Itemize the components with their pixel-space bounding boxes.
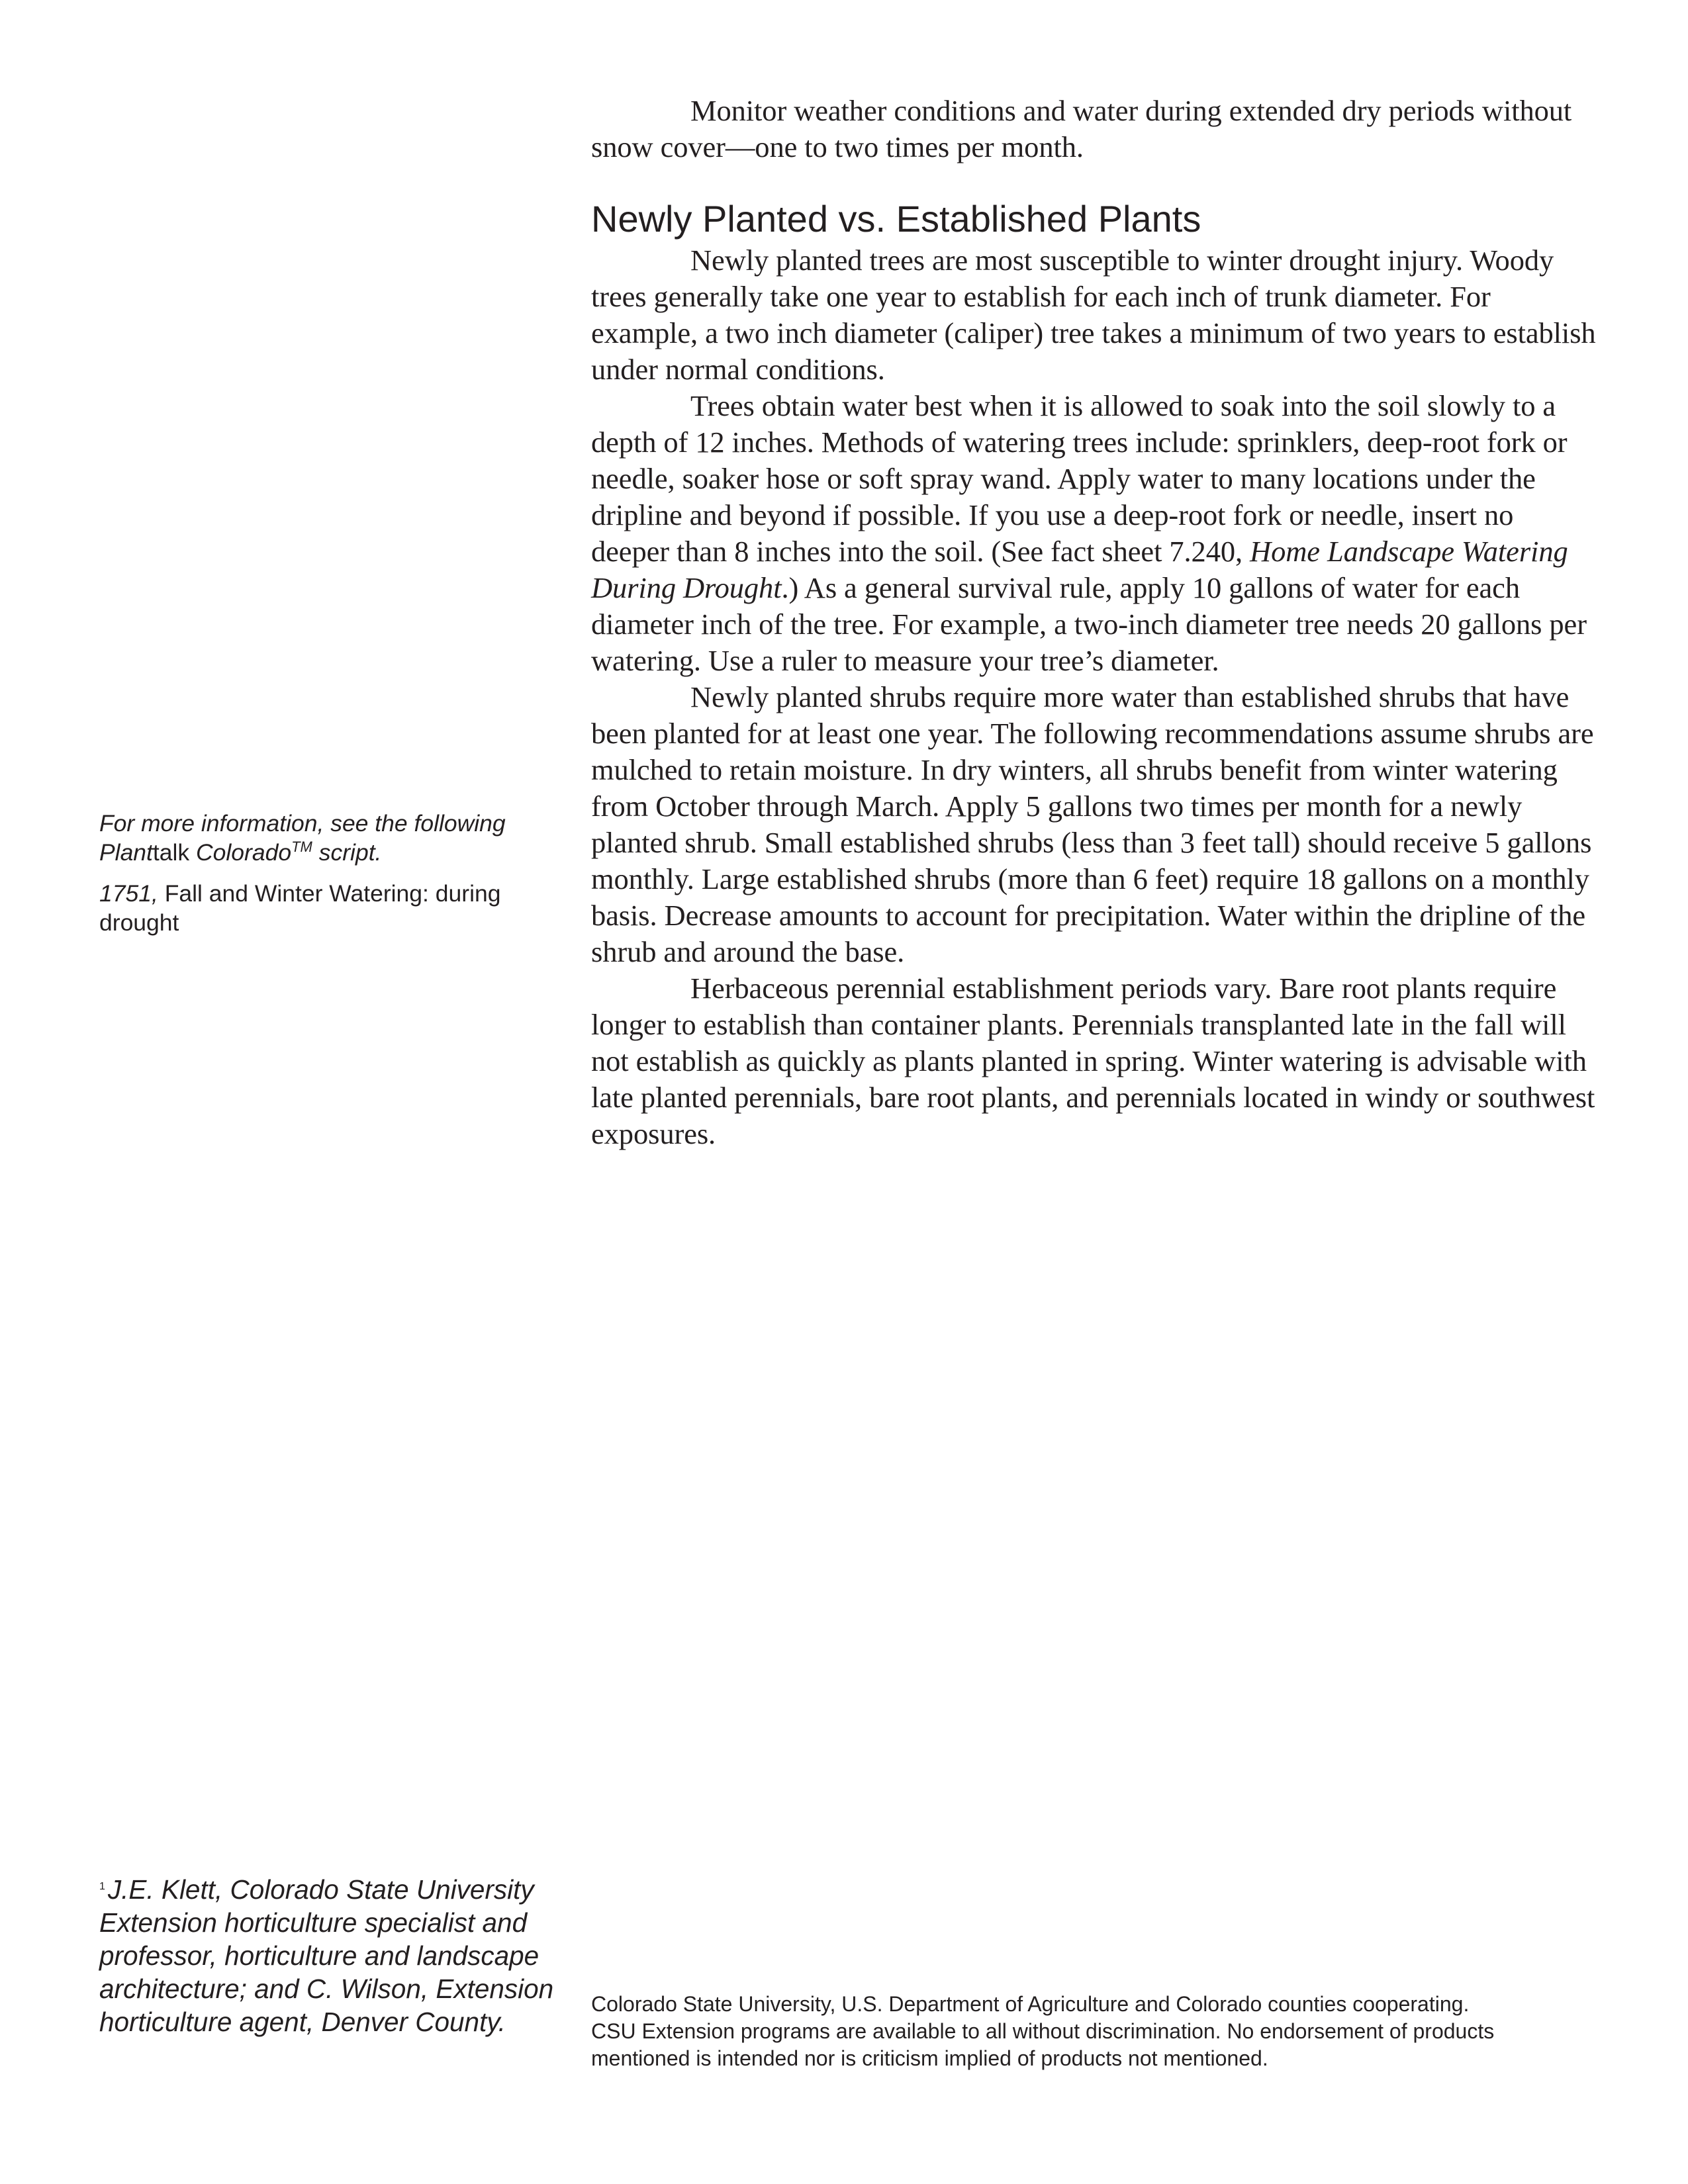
author-credits: J.E. Klett, Colorado State University Extension horticulture specialist and professor, horticulture and landscape architecture; and C. Wilson, Extension horticulture agent, Denver County.: [99, 1874, 554, 2037]
paragraph-perennials: Herbaceous perennial establishment periods vary. Bare root plants require longer to establish than container plants. Perennials transplanted late in the fall will not establish as quickly as plants planted in spring. Winter watering is advisable with late planted perennials, bare root plants, and perennials located in windy or southwest exposures.: [591, 972, 1595, 1150]
more-information-note: [99, 809, 549, 937]
footer-line: mentioned is intended nor is criticism implied of products not mentioned.: [591, 2046, 1268, 2070]
planttalk-script: script.: [312, 839, 382, 866]
script-title: Fall and Winter Watering: during drought: [99, 880, 501, 936]
paragraph-shrubs: Newly planted shrubs require more water than established shrubs that have been planted for at least one year. The following recommendations assume shrubs are mulched to retain moisture. In dry winters, all shrubs benefit from winter watering from October through March. Apply 5 gallons two times per month for a newly planted shrub. Small established shrubs (less than 3 feet tall) should receive 5 gallons monthly. Large established shrubs (more than 6 feet) require 18 gallons on a monthly basis. Decrease amounts to account for precipitation. Water within the dripline of the shrub and around the base.: [591, 680, 1594, 968]
footer-line: CSU Extension programs are available to all without discrimination. No endorsement of products: [591, 2019, 1495, 2043]
paragraph-text: .) As a general survival rule, apply 10 gallons of water for each diameter inch of the tree. For example, a two-inch diameter tree needs 20 gallons per watering. Use a ruler to measure your tree’s diameter.: [591, 571, 1587, 677]
section-heading: Newly Planted vs. Established Plants: [591, 198, 1201, 240]
footnote-marker: 1: [99, 1881, 105, 1892]
section-body: [591, 242, 1597, 1152]
script-number: 1751,: [99, 880, 158, 907]
paragraph-text: Trees obtain water best when it is allowed to soak into the soil slowly to a depth of 12 inches. Methods of watering trees include: sprinklers, deep-root fork or needle, soaker hose or soft spray wand. Apply water to many locations under the dripline and beyond if possible. If you use a deep-root fork or needle, insert no deeper than 8 inches into the soil. (See fact sheet 7.240,: [591, 389, 1568, 568]
trademark-mark: TM: [291, 839, 312, 855]
footer-line: Colorado State University, U.S. Department of Agriculture and Colorado counties cooperating.: [591, 1992, 1470, 2016]
paragraph-tree-watering: [591, 388, 1597, 679]
intro-section: [591, 93, 1597, 165]
fact-sheet-title: Home Landscape Watering During Drought: [591, 535, 1568, 604]
planttalk-talk: talk: [152, 839, 190, 866]
author-footnote: [99, 1873, 563, 2038]
footer-disclaimer: [591, 1991, 1584, 2072]
planttalk-colorado: Colorado: [189, 839, 292, 866]
paragraph-trees-establishment: Newly planted trees are most susceptible to winter drought injury. Woody trees generally take one year to establish for each inch of trunk diameter. For example, a two inch diameter (caliper) tree takes a minimum of two years to establish under normal conditions.: [591, 244, 1596, 386]
intro-paragraph: Monitor weather conditions and water during extended dry periods without snow cover—one to two times per month.: [591, 94, 1572, 163]
more-information-text: [99, 809, 549, 867]
planttalk-script-item: [99, 879, 549, 937]
planttalk-plant: Plant: [99, 839, 153, 866]
more-information-intro: For more information, see the following: [99, 810, 506, 837]
